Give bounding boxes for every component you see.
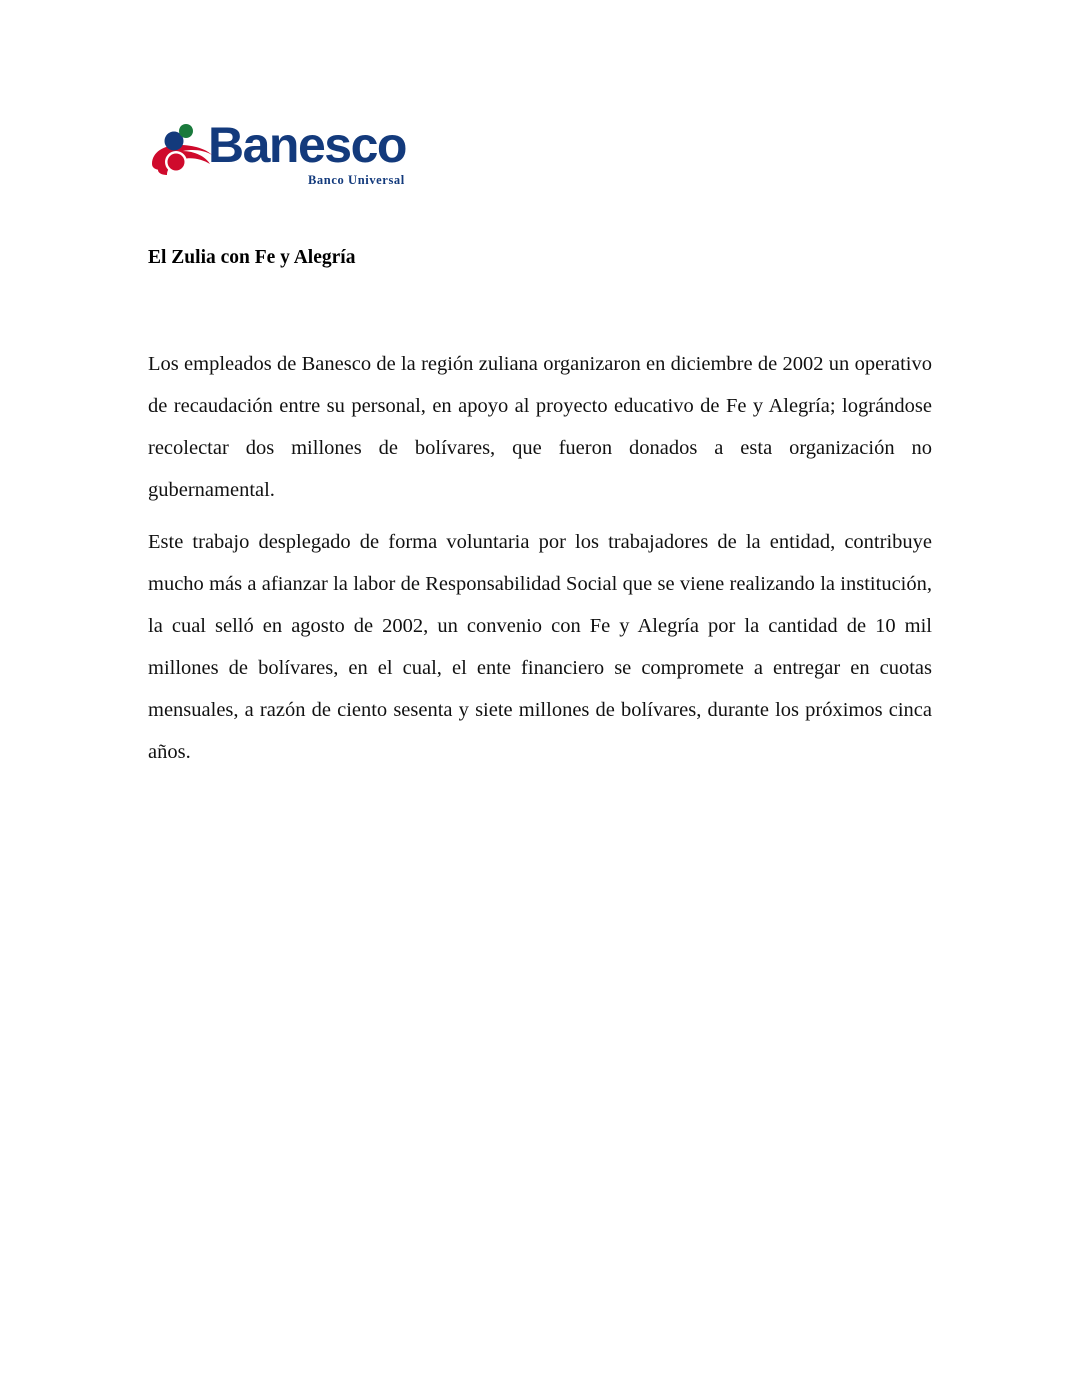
banesco-wordmark: Banesco [208, 117, 406, 173]
banesco-tagline: Banco Universal [308, 173, 405, 187]
paragraph-1: Los empleados de Banesco de la región zuliana organizaron en diciembre de 2002 un operativo de recaudación entre su personal, en apoyo al proyecto educativo de Fe y Alegría; lográndose recolectar dos millones de bolívares, que fueron donados a esta organización no gubernamental. [148, 353, 932, 502]
banesco-logo-icon [148, 118, 216, 186]
document-content [148, 246, 932, 773]
page-title: El Zulia con Fe y Alegría [148, 247, 356, 268]
banesco-logo [148, 112, 448, 192]
paragraph-2: Este trabajo desplegado de forma voluntaria por los trabajadores de la entidad, contribuye mucho más a afianzar la labor de Responsabilidad Social que se viene realizando la institución, la cual selló en agosto de 2002, un convenio con Fe y Alegría por la cantidad de 10 mil millones de bolívares, en el cual, el ente financiero se compromete a entregar en cuotas mensuales, a razón de ciento sesenta y siete millones de bolívares, durante los próximos cinca años. [148, 531, 932, 764]
title-spacer [148, 269, 932, 343]
